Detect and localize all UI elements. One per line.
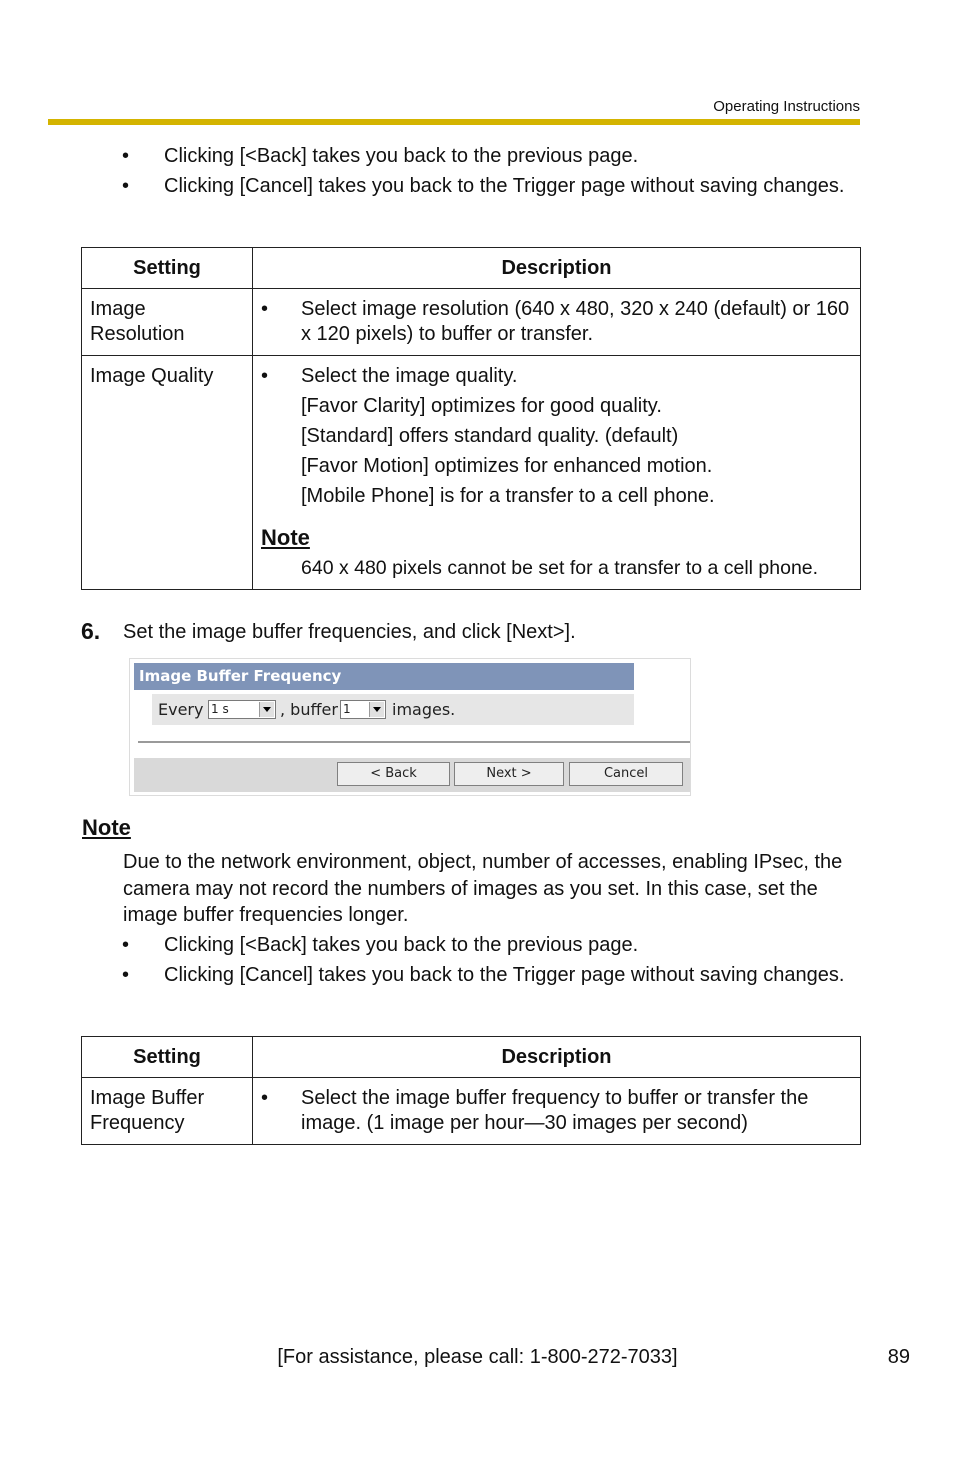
list-item — [122, 144, 862, 169]
description-text: Select image resolution (640 x 480, 320 x 240 (default) or 160 x 120 pixels) to buffer or transfer. — [301, 298, 850, 345]
setting-image-resolution — [82, 289, 253, 356]
bullet-text: Clicking [Cancel] takes you back to the Trigger page without saving changes. — [164, 175, 845, 197]
table-row — [82, 1078, 861, 1145]
cancel-button[interactable]: Cancel — [569, 762, 683, 786]
description-cell — [253, 289, 861, 356]
bullet-text: Clicking [Cancel] takes you back to the Trigger page without saving changes. — [164, 964, 845, 986]
table-row — [82, 356, 861, 590]
settings-table-1 — [81, 247, 861, 590]
description-text: Select the image quality. — [301, 365, 518, 387]
description-text: Select the image buffer frequency to buffer or transfer the image. (1 image per hour—30 images per second) — [301, 1087, 809, 1134]
description-bullet — [261, 297, 852, 347]
description-bullet — [261, 1086, 852, 1136]
bullet-mark: • — [122, 964, 130, 986]
bottom-bullet-list — [122, 933, 862, 993]
step-number: 6. — [81, 618, 101, 644]
bullet-mark: • — [261, 298, 269, 320]
panel-divider — [138, 741, 690, 743]
step-text: Set the image buffer frequencies, and click [Next>]. — [123, 621, 576, 643]
images-label: images. — [392, 700, 456, 719]
quality-option-line: [Favor Motion] optimizes for enhanced motion. — [301, 455, 713, 477]
bullet-mark: • — [261, 365, 269, 387]
next-button[interactable]: Next > — [454, 762, 564, 786]
header-description: Description — [253, 1037, 861, 1078]
cell-note-text: 640 x 480 pixels cannot be set for a transfer to a cell phone. — [301, 557, 819, 579]
cell-note-title: Note — [261, 525, 310, 550]
settings-table-2 — [81, 1036, 861, 1145]
page-number: 89 — [887, 1346, 910, 1368]
quality-option-line: [Favor Clarity] optimizes for good quality. — [301, 395, 662, 417]
buffer-select[interactable] — [340, 700, 386, 719]
bullet-text: Clicking [<Back] takes you back to the previous page. — [164, 934, 639, 956]
header-description: Description — [253, 248, 861, 289]
image-buffer-frequency-screenshot — [129, 658, 691, 796]
running-header: Operating Instructions — [713, 98, 860, 115]
header-setting: Setting — [82, 1037, 253, 1078]
note-text: Due to the network environment, object, number of accesses, enabling IPsec, the camera may not record the numbers of images as you set. In this case, set the image buffer frequencies longer. — [123, 851, 843, 926]
table-header-row — [82, 248, 861, 289]
description-bullet — [261, 364, 852, 389]
setting-label: Image Quality — [90, 365, 214, 387]
frequency-row — [152, 694, 634, 725]
list-item — [122, 963, 862, 988]
bullet-mark: • — [122, 145, 130, 167]
chevron-down-icon[interactable] — [369, 702, 384, 717]
note-title: Note — [82, 815, 131, 840]
panel-title: Image Buffer Frequency — [134, 663, 634, 690]
quality-option-line: [Standard] offers standard quality. (default) — [301, 425, 679, 447]
every-select[interactable] — [208, 700, 276, 719]
back-button[interactable]: < Back — [337, 762, 450, 786]
button-bar — [134, 758, 690, 792]
description-cell — [253, 356, 861, 590]
assistance-footer: [For assistance, please call: 1-800-272-7033] — [277, 1346, 678, 1368]
bullet-mark: • — [122, 934, 130, 956]
setting-image-buffer-frequency — [82, 1078, 253, 1145]
setting-label: Image Buffer Frequency — [90, 1087, 205, 1134]
buffer-select-value: 1 — [343, 702, 351, 716]
list-item — [122, 933, 862, 958]
bullet-mark: • — [122, 175, 130, 197]
bullet-text: Clicking [<Back] takes you back to the previous page. — [164, 145, 639, 167]
setting-label: Image Resolution — [90, 298, 185, 345]
setting-image-quality — [82, 356, 253, 590]
description-cell — [253, 1078, 861, 1145]
bullet-mark: • — [261, 1087, 269, 1109]
buffer-label: , buffer — [280, 700, 338, 719]
header-setting: Setting — [82, 248, 253, 289]
table-header-row — [82, 1037, 861, 1078]
header-rule — [48, 119, 860, 125]
table-row — [82, 289, 861, 356]
quality-option-line: [Mobile Phone] is for a transfer to a cell phone. — [301, 485, 715, 507]
list-item — [122, 174, 862, 199]
every-label: Every — [158, 700, 204, 719]
chevron-down-icon[interactable] — [259, 702, 274, 717]
every-select-value: 1 s — [211, 702, 229, 716]
top-bullet-list — [122, 144, 862, 204]
